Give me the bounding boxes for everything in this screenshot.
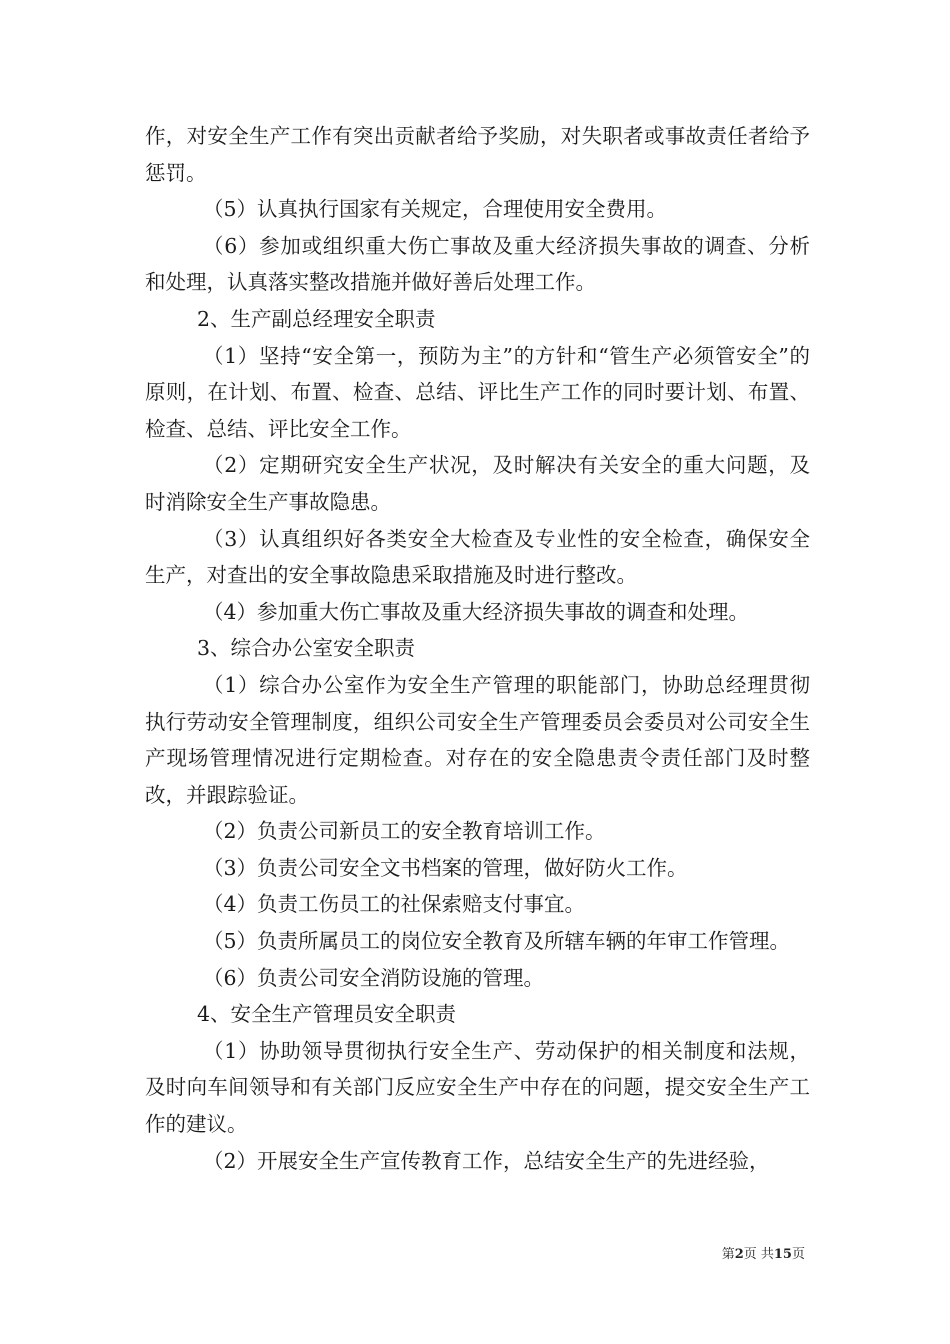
paragraph-item-3: （3）负责公司安全文书档案的管理，做好防火工作。 (203, 855, 688, 880)
paragraph-item-1: （1）综合办公室作为安全生产管理的职能部门，协助总经理贯彻执行劳动安全管理制度，组织公司安全生产管理委员会委员对公司安全生产现场管理情况进行定期检查。对存在的安全隐患责令责任部门及时整改，并跟踪验证。 (145, 672, 810, 807)
paragraph-item-5: （5）认真执行国家有关规定，合理使用安全费用。 (203, 197, 668, 222)
paragraph-item-1: （1）坚持“安全第一，预防为主”的方针和“管生产必须管安全”的原则，在计划、布置、检查、总结、评比生产工作的同时要计划、布置、检查、总结、评比安全工作。 (145, 343, 810, 441)
paragraph-item-1: （1）协助领导贯彻执行安全生产、劳动保护的相关制度和法规，及时向车间领导和有关部门反应安全生产中存在的问题，提交安全生产工作的建议。 (145, 1038, 810, 1137)
footer-current-page: 2 (734, 1247, 744, 1262)
footer-middle: 页 共 (743, 1247, 774, 1262)
footer-suffix: 页 (791, 1247, 805, 1262)
section-heading-3: 3、综合办公室安全职责 (197, 636, 416, 661)
footer-total-pages: 15 (773, 1247, 792, 1262)
paragraph-item-2: （2）负责公司新员工的安全教育培训工作。 (203, 819, 606, 844)
page-footer (0, 1243, 950, 1262)
paragraph-item-2: （2）开展安全生产宣传教育工作，总结安全生产的先进经验， (203, 1148, 770, 1173)
paragraph-item-4: （4）参加重大伤亡事故及重大经济损失事故的调查和处理。 (203, 599, 750, 624)
section-heading-2: 2、生产副总经理安全职责 (197, 306, 436, 331)
paragraph-item-6: （6）负责公司安全消防设施的管理。 (203, 965, 545, 990)
paragraph-item-6: （6）参加或组织重大伤亡事故及重大经济损失事故的调查、分析和处理，认真落实整改措施并做好善后处理工作。 (145, 233, 810, 295)
paragraph-item-2: （2）定期研究安全生产状况，及时解决有关安全的重大问题，及时消除安全生产事故隐患。 (145, 453, 810, 514)
paragraph-continuation: 作，对安全生产工作有突出贡献者给予奖励，对失职者或事故责任者给予惩罚。 (145, 124, 810, 185)
section-heading-4: 4、安全生产管理员安全职责 (197, 1002, 457, 1027)
footer-prefix: 第 (721, 1247, 735, 1262)
document-body (145, 118, 810, 1179)
paragraph-item-3: （3）认真组织好各类安全大检查及专业性的安全检查，确保安全生产，对查出的安全事故隐患采取措施及时进行整改。 (145, 526, 810, 588)
paragraph-item-4: （4）负责工伤员工的社保索赔支付事宜。 (203, 892, 586, 917)
paragraph-item-5: （5）负责所属员工的岗位安全教育及所辖车辆的年审工作管理。 (203, 929, 791, 954)
